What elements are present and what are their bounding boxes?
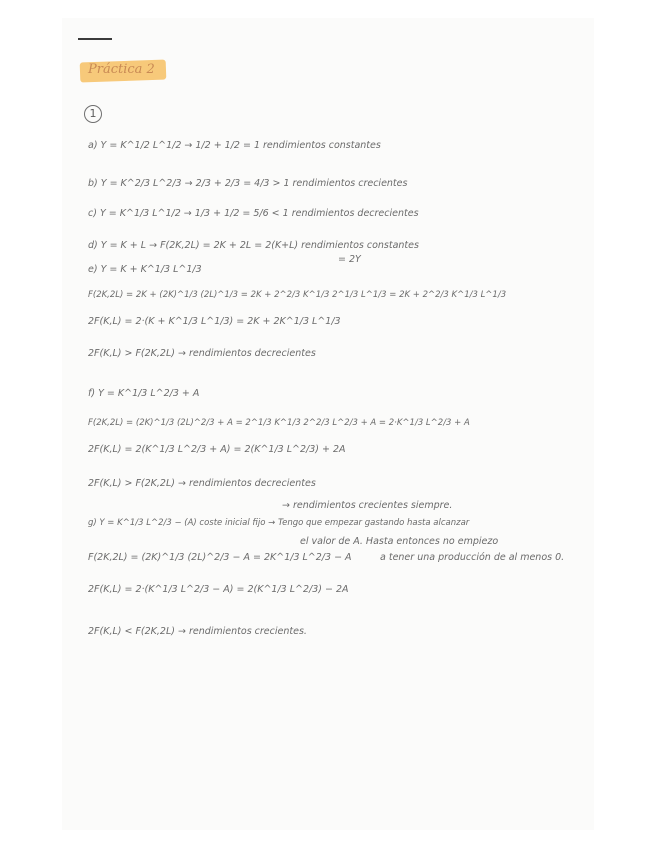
line-e-scaled: F(2K,2L) = 2K + (2K)^1/3 (2L)^1/3 = 2K + 2^2/3 K^1/3 2^1/3 L^1/3 = 2K + 2^2/3 K^1/3 L^1/3 [88, 290, 507, 300]
line-g-double: 2F(K,L) = 2·(K^1/3 L^2/3 − A) = 2(K^1/3 L^2/3) − 2A [88, 584, 349, 595]
line-e-conclusion: 2F(K,L) > F(2K,2L) → rendimientos decrecientes [88, 348, 316, 359]
line-d: d) Y = K + L → F(2K,2L) = 2K + 2L = 2(K+L) rendimientos constantes [88, 240, 419, 251]
line-d-result: = 2Y [338, 254, 361, 265]
line-g: g) Y = K^1/3 L^2/3 − (A) coste inicial fijo → Tengo que empezar gastando hasta alcanzar [88, 518, 470, 528]
page-title: Práctica 2 [88, 62, 155, 77]
line-f: f) Y = K^1/3 L^2/3 + A [88, 388, 200, 399]
line-g-note-3: a tener una producción de al menos 0. [380, 552, 565, 563]
line-f-double: 2F(K,L) = 2(K^1/3 L^2/3 + A) = 2(K^1/3 L^2/3) + 2A [88, 444, 346, 455]
line-e: e) Y = K + K^1/3 L^1/3 [88, 264, 202, 275]
line-c: c) Y = K^1/3 L^1/2 → 1/3 + 1/2 = 5/6 < 1 rendimientos decrecientes [88, 208, 419, 219]
line-f-scaled: F(2K,2L) = (2K)^1/3 (2L)^2/3 + A = 2^1/3 K^1/3 2^2/3 L^2/3 + A = 2·K^1/3 L^2/3 + A [88, 418, 470, 428]
line-g-note: → rendimientos crecientes siempre. [282, 500, 453, 511]
line-f-conclusion: 2F(K,L) > F(2K,2L) → rendimientos decrecientes [88, 478, 316, 489]
line-e-double: 2F(K,L) = 2·(K + K^1/3 L^1/3) = 2K + 2K^1/3 L^1/3 [88, 316, 341, 327]
line-g-scaled: F(2K,2L) = (2K)^1/3 (2L)^2/3 − A = 2K^1/3 L^2/3 − A [88, 552, 352, 563]
problem-number: 1 [84, 105, 102, 123]
line-a: a) Y = K^1/2 L^1/2 → 1/2 + 1/2 = 1 rendimientos constantes [88, 140, 381, 151]
top-rule [78, 38, 112, 40]
line-b: b) Y = K^2/3 L^2/3 → 2/3 + 2/3 = 4/3 > 1 rendimientos crecientes [88, 178, 408, 189]
line-g-conclusion: 2F(K,L) < F(2K,2L) → rendimientos crecientes. [88, 626, 307, 637]
line-g-note-2: el valor de A. Hasta entonces no empiezo [300, 536, 499, 547]
